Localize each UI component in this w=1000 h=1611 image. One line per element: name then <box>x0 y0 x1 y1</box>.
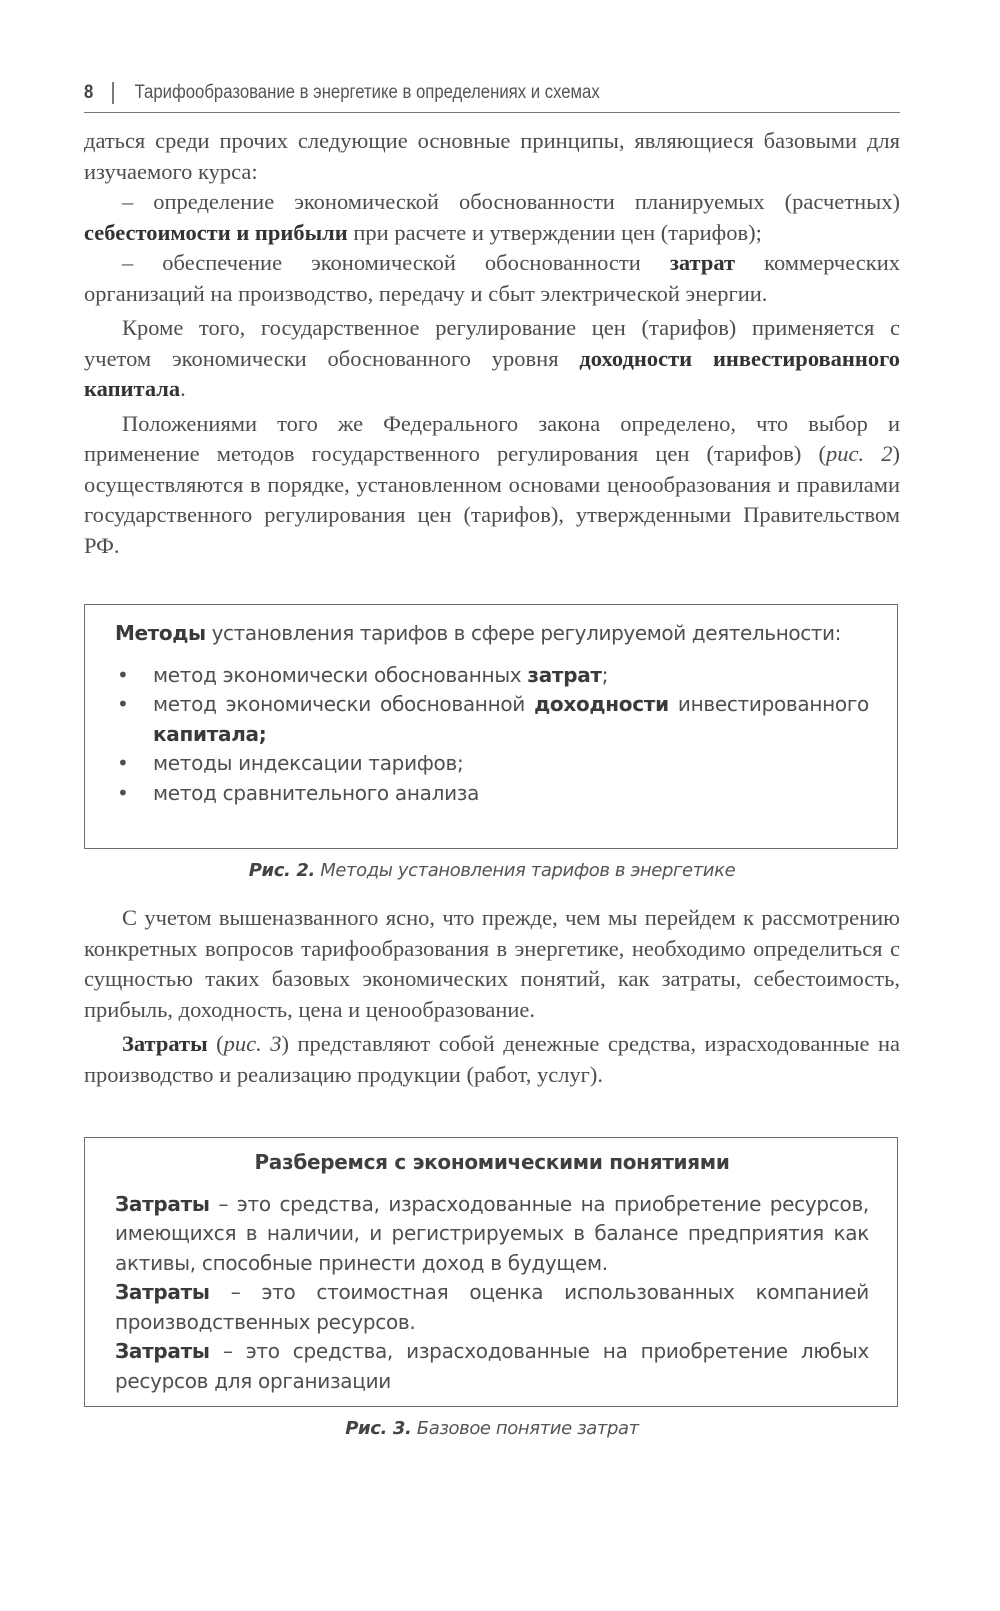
page-number: 8 <box>84 82 94 103</box>
body-text-top <box>84 126 900 561</box>
bullet-icon: • <box>117 780 129 805</box>
regulation-paragraph: Кроме того, государственное регулирование цен (тарифов) применяется с учетом экономически обоснованного уровня доходности инвестированного капитала. <box>84 315 900 401</box>
figure-3-caption: Рис. 3. Базовое понятие затрат <box>345 1418 639 1439</box>
header-rule <box>84 112 900 113</box>
definition-item: Затраты – это средства, израсходованные на приобретение любых ресурсов для организации <box>115 1339 869 1393</box>
costs-paragraph: Затраты (рис. 3) представляют собой денежные средства, израсходованные на производство и реализацию продукции (работ, услуг). <box>84 1031 900 1087</box>
figure-reference: рис. 2 <box>826 441 893 466</box>
methods-list <box>115 661 869 809</box>
figure-3-title: Разберемся с экономическими понятиями <box>254 1150 730 1174</box>
list-item: • метод экономически обоснованных затрат; <box>115 661 869 691</box>
concepts-paragraph: С учетом вышеназванного ясно, что прежде, чем мы перейдем к рассмотрению конкретных вопросов тарифообразования в энергетике, необходимо определиться с сущностью таких базовых экономических понятий, как затраты, себестоимость, прибыль, доходность, цена и ценообразование. <box>84 905 900 1022</box>
figure-3-box <box>84 1137 898 1407</box>
bullet-icon: • <box>117 692 129 716</box>
list-item: • методы индексации тарифов; <box>115 749 869 779</box>
body-text-bottom <box>84 903 900 1090</box>
intro-paragraph: даться среди прочих следующие основные принципы, являющиеся базовыми для изучаемого курса: <box>84 128 900 184</box>
figure-2-box <box>84 604 898 849</box>
methods-lead: Методы установления тарифов в сфере регулируемой деятельности: <box>115 621 841 645</box>
definition-item: Затраты – это средства, израсходованные на приобретение ресурсов, имеющихся в наличии, и регистрируемых в балансе предприятия как активы, способные принести доход в будущем. <box>115 1191 869 1275</box>
header-separator <box>112 82 113 104</box>
principle-item: – обеспечение экономической обоснованности затрат коммерческих организаций на производство, передачу и сбыт электрической энергии. <box>84 250 900 306</box>
bullet-icon: • <box>117 662 129 687</box>
figure-reference: рис. 3 <box>223 1031 282 1056</box>
methods-paragraph: Положениями того же Федерального закона определено, что выбор и применение методов государственного регулирования цен (тарифов) (рис. 2) осуществляются в порядке, установленном основами ценообразования и правилами государственного регулирования цен (тарифов), утвержденными Правительством РФ. <box>84 410 900 558</box>
running-title: Тарифообразование в энергетике в определениях и схемах <box>134 82 600 103</box>
list-item: • метод экономически обоснованной доходности инвестированного капитала; <box>117 692 869 746</box>
definition-item: Затраты – это стоимостная оценка использованных компанией производственных ресурсов. <box>115 1280 869 1334</box>
principle-item: – определение экономической обоснованности планируемых (расчетных) себестоимости и прибыли при расчете и утверждении цен (тарифов); <box>84 189 900 245</box>
list-item: • метод сравнительного анализа <box>115 779 869 809</box>
bullet-icon: • <box>117 751 129 775</box>
running-header <box>84 78 802 108</box>
figure-2-caption: Рис. 2. Методы установления тарифов в энергетике <box>248 860 736 881</box>
